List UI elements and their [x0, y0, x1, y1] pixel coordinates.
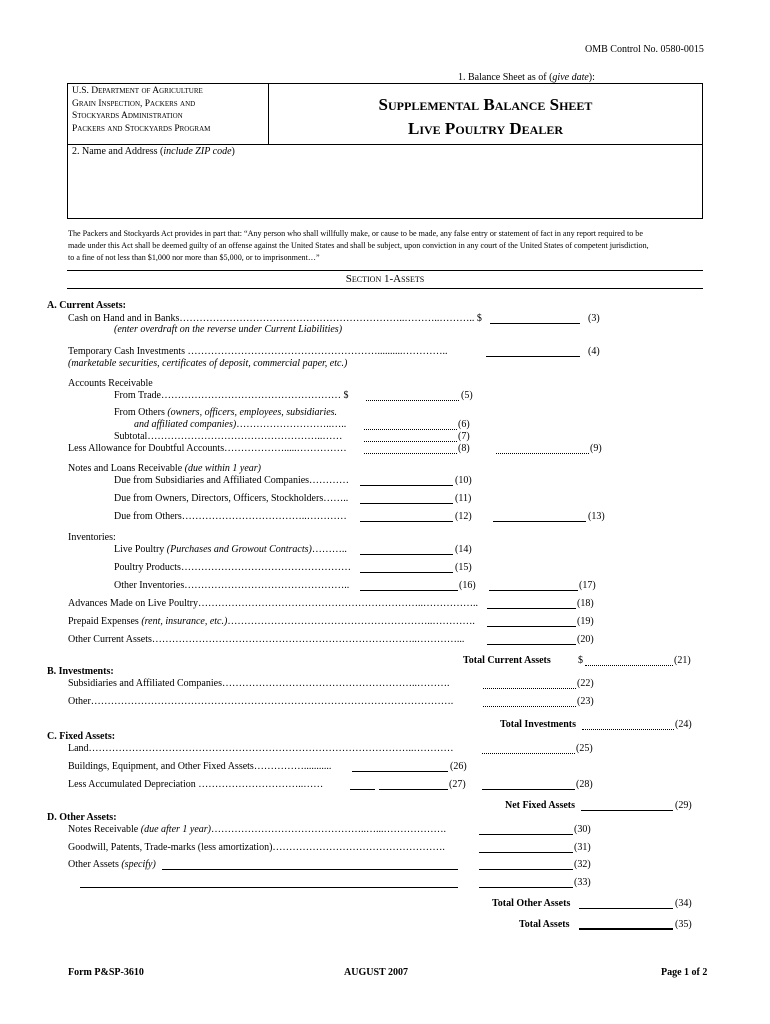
line-number: (10)	[455, 475, 472, 486]
other-assets-label: Other Assets (specify)	[68, 859, 156, 870]
agency-block: U.S. Department of Agriculture Grain Inspection, Packers and Stockyards Administration Packers and Stockyards Program	[72, 86, 211, 134]
due-others-label: Due from Others………………………………..…………	[114, 511, 347, 522]
line-number: (28)	[576, 779, 593, 790]
line-number: (23)	[577, 696, 594, 707]
from-trade-field[interactable]	[366, 389, 459, 401]
total-current-field[interactable]	[585, 654, 673, 666]
temp-investments-label: Temporary Cash Investments …………………………………………………..........…………..	[68, 346, 448, 357]
notes-receivable-long-field[interactable]	[479, 823, 573, 835]
line-number: (7)	[458, 431, 470, 442]
land-label: Land……………………………………………………………………………………..…………	[68, 743, 454, 754]
current-assets-heading: A. Current Assets:	[47, 300, 126, 311]
notes-receivable-long-label: Notes Receivable (due after 1 year)………………………………………..…...……………….	[68, 824, 447, 835]
affiliated-label: and affiliated companies)………………………..…..	[134, 419, 347, 430]
depreciation-prefix-field[interactable]	[350, 778, 375, 790]
other-assets-heading: D. Other Assets:	[47, 812, 117, 823]
form-date: AUGUST 2007	[344, 967, 408, 978]
less-allowance-field[interactable]	[364, 442, 457, 454]
line-number: (29)	[675, 800, 692, 811]
live-poultry-field[interactable]	[360, 543, 453, 555]
line-number: (26)	[450, 761, 467, 772]
due-others-field[interactable]	[360, 510, 453, 522]
total-assets-field[interactable]	[579, 918, 673, 930]
omb-control-number: OMB Control No. 0580-0015	[585, 44, 704, 55]
total-inventories-field[interactable]	[489, 579, 578, 591]
line-number: (27)	[449, 779, 466, 790]
accounts-receivable-label: Accounts Receivable	[68, 378, 153, 389]
total-other-field[interactable]	[579, 897, 673, 909]
other-inventories-label: Other Inventories…………………………………………..	[114, 580, 350, 591]
other-current-label: Other Current Assets……………………………………………………………………..…………...	[68, 634, 465, 645]
line-number: (17)	[579, 580, 596, 591]
subsidiaries-label: Subsidiaries and Affiliated Companies…………………………………………………..……….	[68, 678, 450, 689]
total-investments-field[interactable]	[582, 718, 674, 730]
legal-notice: The Packers and Stockyards Act provides in part that: “Any person who shall willfully make, or cause to be made, any false entry or statement of fact in any report required to be made under this Act shall be deemed guilty of an offense against the United States and shall be subject, upon conviction in any court of the United States of competent jurisdiction, to a fine of not less than $1,000 nor more than $5,000, or to imprisonment…”	[68, 229, 649, 262]
balance-date-label: 1. Balance Sheet as of (give date):	[458, 72, 595, 83]
temp-investments-note: (marketable securities, certificates of deposit, commercial paper, etc.)	[68, 358, 348, 369]
advances-label: Advances Made on Live Poultry…………………………………………………………..……………..	[68, 598, 478, 609]
name-address-label: 2. Name and Address (include ZIP code)	[72, 146, 235, 157]
cash-label: Cash on Hand and in Banks…………………………………………………………..………..……….. $	[68, 313, 482, 324]
goodwill-field[interactable]	[479, 841, 573, 853]
line-number: (19)	[577, 616, 594, 627]
goodwill-label: Goodwill, Patents, Trade-marks (less amortization)…………………………………………….	[68, 842, 445, 853]
due-owners-field[interactable]	[360, 492, 453, 504]
line-number: (15)	[455, 562, 472, 573]
other-current-field[interactable]	[487, 633, 576, 645]
line-number: (30)	[574, 824, 591, 835]
net-fixed-field[interactable]	[581, 799, 673, 811]
buildings-field[interactable]	[352, 760, 448, 772]
total-investments-label: Total Investments	[500, 719, 577, 730]
due-subsidiaries-field[interactable]	[360, 474, 453, 486]
due-owners-label: Due from Owners, Directors, Officers, Stockholders……..	[114, 493, 349, 504]
subtotal-field[interactable]	[364, 430, 457, 442]
line-number: (5)	[461, 390, 473, 401]
due-subsidiaries-label: Due from Subsidiaries and Affiliated Companies…………	[114, 475, 350, 486]
total-notes-field[interactable]	[493, 510, 586, 522]
line-number: (22)	[577, 678, 594, 689]
from-others-field[interactable]	[364, 418, 457, 430]
line-number: (11)	[455, 493, 472, 504]
form-number: Form P&SP-3610	[68, 967, 144, 978]
line-number: (9)	[590, 443, 602, 454]
buildings-label: Buildings, Equipment, and Other Fixed Assets……………...........	[68, 761, 332, 772]
temp-investments-field[interactable]	[486, 345, 580, 357]
depreciation-field[interactable]	[379, 778, 448, 790]
line-number: (4)	[588, 346, 600, 357]
line-number: (24)	[675, 719, 692, 730]
line-number: (31)	[574, 842, 591, 853]
fixed-assets-heading: C. Fixed Assets:	[47, 731, 116, 742]
line-number: (14)	[455, 544, 472, 555]
name-address-field[interactable]	[70, 160, 700, 216]
line-number: (32)	[574, 859, 591, 870]
page-number: Page 1 of 2	[661, 967, 708, 978]
poultry-products-label: Poultry Products……………………………………………	[114, 562, 351, 573]
prepaid-field[interactable]	[487, 615, 576, 627]
line-number: (34)	[675, 898, 692, 909]
subtotal-label: Subtotal……………………………………………..……	[114, 431, 343, 442]
line-number: (25)	[576, 743, 593, 754]
subsidiaries-field[interactable]	[483, 677, 576, 689]
line-number: (8)	[458, 443, 470, 454]
from-trade-label: From Trade……………………………………………… $	[114, 390, 349, 401]
line-number: (3)	[588, 313, 600, 324]
inventories-label: Inventories:	[68, 532, 116, 543]
section-title: Section 1-Assets	[345, 273, 425, 285]
from-others-label: From Others (owners, officers, employees, subsidiaries.	[114, 407, 338, 418]
line-number: (35)	[675, 919, 692, 930]
less-depreciation-label: Less Accumulated Depreciation …………………………..……	[68, 779, 324, 790]
line-number: (18)	[577, 598, 594, 609]
advances-field[interactable]	[487, 597, 576, 609]
other-assets-field-2[interactable]	[479, 876, 573, 888]
line-number: (21)	[674, 655, 691, 666]
cash-note: (enter overdraft on the reverse under Current Liabilities)	[114, 324, 343, 335]
other-investments-field[interactable]	[483, 695, 576, 707]
investments-heading: B. Investments:	[47, 666, 114, 677]
line-number: (13)	[588, 511, 605, 522]
line-number: (33)	[574, 877, 591, 888]
total-other-label: Total Other Assets	[492, 898, 571, 909]
line-number: (6)	[458, 419, 470, 430]
total-current-label: Total Current Assets	[463, 655, 551, 666]
net-receivables-field[interactable]	[496, 442, 589, 454]
line-number: (16)	[459, 580, 476, 591]
less-allowance-label: Less Allowance for Doubtful Accounts……………….....……………	[68, 443, 347, 454]
other-assets-field[interactable]	[479, 858, 573, 870]
other-investments-label: Other……………………………………………………………………………………………….	[68, 696, 454, 707]
total-assets-label: Total Assets	[519, 919, 570, 930]
live-poultry-label: Live Poultry (Purchases and Growout Contracts)………..	[114, 544, 347, 555]
other-inventories-field[interactable]	[360, 579, 458, 591]
net-fixed-label: Net Fixed Assets	[505, 800, 575, 811]
net-depreciation-field[interactable]	[482, 778, 575, 790]
other-assets-specify-field[interactable]	[162, 858, 458, 870]
line-number: (12)	[455, 511, 472, 522]
land-field[interactable]	[482, 742, 575, 754]
line-number: (20)	[577, 634, 594, 645]
other-assets-specify-field-2[interactable]	[80, 876, 458, 888]
form-title: Supplemental Balance Sheet Live Poultry Dealer	[378, 95, 593, 138]
poultry-products-field[interactable]	[360, 561, 453, 573]
cash-field[interactable]	[490, 312, 580, 324]
notes-receivable-label: Notes and Loans Receivable (due within 1 year)	[68, 463, 262, 474]
prepaid-label: Prepaid Expenses (rent, insurance, etc.)……………………………………………………..………….	[68, 616, 475, 627]
dollar-sign: $	[578, 655, 583, 666]
